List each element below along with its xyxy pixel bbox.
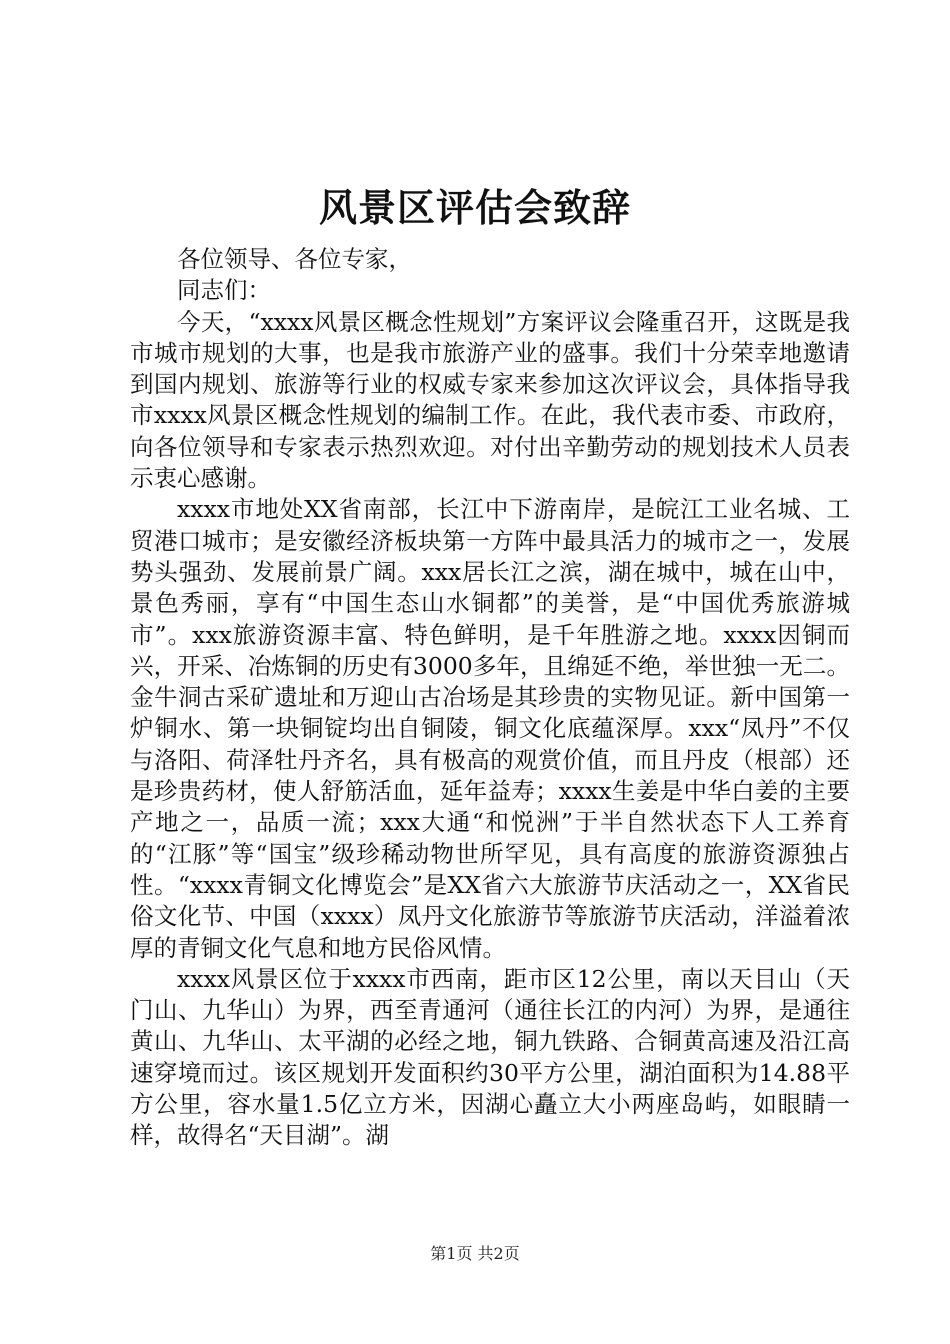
document-title: 风景区评估会致辞 (318, 185, 631, 230)
paragraph-scenic-area: xxxx风景区位于xxxx市西南，距市区12公里，南以天目山（天门山、九华山）为界，西至青通河（通往长江的内河）为界，是通往黄山、九华山、太平湖的必经之地，铜九铁路、合铜黄高速及沿江高速穿境而过。该区规划开发面积约30平方公里，湖泊面积为14.88平方公里，容水量1.5亿立方米，因湖心矗立大小两座岛屿，如眼睛一样，故得名“天目湖”。湖 (130, 964, 850, 1150)
salutation-comrades: 同志们： (177, 276, 271, 305)
paragraph-city-intro: xxxx市地处XX省南部，长江中下游南岸，是皖江工业名城、工贸港口城市；是安徽经济板块第一方阵中最具活力的城市之一，发展势头强劲、发展前景广阔。xxx居长江之滨，湖在城中，城在山中，景色秀丽，享有“中国生态山水铜都”的美誉，是“中国优秀旅游城市”。xxx旅游资源丰富、特色鲜明，是千年胜游之地。xxxx因铜而兴，开采、冶炼铜的历史有3000多年，且绵延不绝，举世独一无二。金牛洞古采矿遗址和万迎山古冶场是其珍贵的实物见证。新中国第一炉铜水、第一块铜锭均出自铜陵，铜文化底蕴深厚。xxx“凤丹”不仅与洛阳、荷泽牡丹齐名，具有极高的观赏价值，而且丹皮（根部）还是珍贵药材，使人舒筋活血，延年益寿；xxxx生姜是中华白姜的主要产地之一，品质一流；xxx大通“和悦洲”于半自然状态下人工养育的“江豚”等“国宝”级珍稀动物世所罕见，具有高度的旅游资源独占性。“xxxx青铜文化博览会”是XX省六大旅游节庆活动之一，XX省民俗文化节、中国（xxxx）凤丹文化旅游节等旅游节庆活动，洋溢着浓厚的青铜文化气息和地方民俗风情。 (130, 495, 850, 962)
salutation-leaders: 各位领导、各位专家， (177, 245, 412, 273)
document-body (130, 244, 850, 1152)
paragraph-opening: 今天，“xxxx风景区概念性规划”方案评议会隆重召开，这既是我市城市规划的大事，也是我市旅游产业的盛事。我们十分荣幸地邀请到国内规划、旅游等行业的权威专家来参加这次评议会，具体指导我市xxxx风景区概念性规划的编制工作。在此，我代表市委、市政府，向各位领导和专家表示热烈欢迎。对付出辛勤劳动的规划技术人员表示衷心感谢。 (130, 307, 850, 493)
page-number-footer: 第1页 共2页 (430, 1244, 520, 1263)
